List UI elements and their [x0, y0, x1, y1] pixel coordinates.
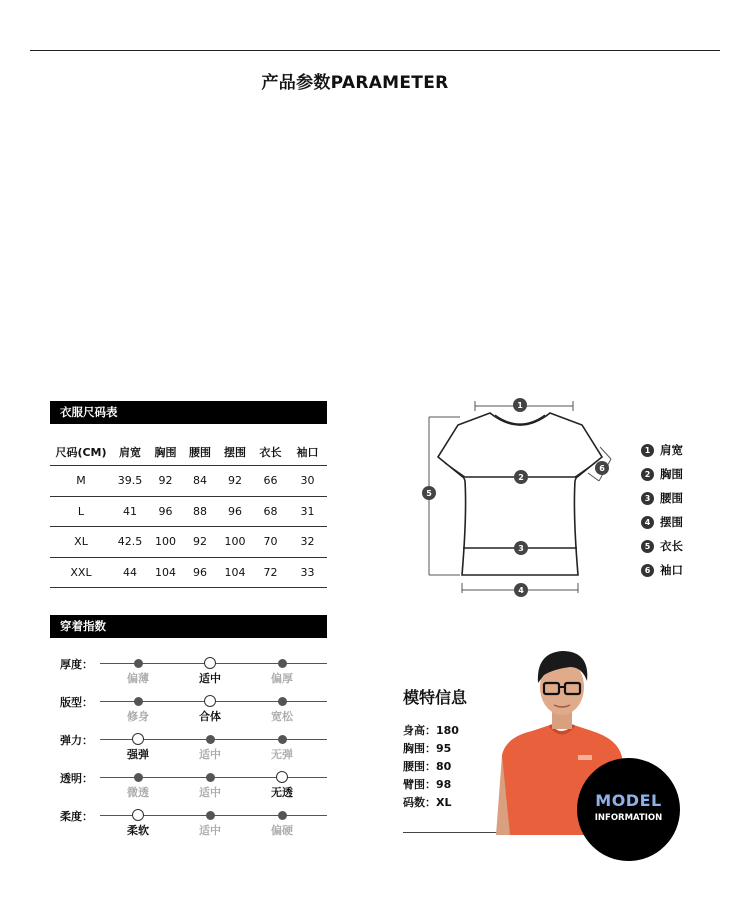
- wear-index-label: 弹力：: [60, 734, 93, 747]
- svg-text:1: 1: [517, 401, 523, 410]
- badge-information-text: INFORMATION: [594, 813, 663, 823]
- model-stat: 身高：180: [403, 724, 459, 737]
- size-value-cell: 96: [193, 565, 207, 579]
- svg-text:3: 3: [518, 544, 524, 553]
- size-column-header: 袖口: [296, 445, 319, 459]
- legend-label: 肩宽: [660, 443, 683, 457]
- wear-index-dot: [278, 659, 287, 668]
- legend-item: [641, 534, 683, 558]
- size-table-row: [50, 497, 327, 528]
- size-label-cell: L: [77, 504, 85, 518]
- size-column-header: 肩宽: [119, 445, 141, 459]
- size-column-header: 衣长: [259, 445, 282, 459]
- size-value-cell: 100: [155, 535, 176, 549]
- size-value-cell: 30: [300, 474, 315, 488]
- legend-label: 摆围: [660, 515, 683, 529]
- legend-label: 腰围: [660, 491, 683, 505]
- svg-text:5: 5: [426, 489, 432, 498]
- wear-index-option: 合体: [199, 710, 221, 723]
- wear-index-selected-dot: [132, 809, 144, 821]
- wear-index-dot: [206, 773, 215, 782]
- wear-index-row: [60, 772, 330, 810]
- wear-index-dot: [134, 659, 143, 668]
- wear-index-option: 适中: [199, 824, 221, 837]
- diagram-legend: [641, 438, 683, 582]
- wear-index-label: 柔度：: [60, 810, 93, 823]
- size-value-cell: 39.5: [117, 474, 143, 488]
- size-value-cell: 31: [300, 504, 315, 518]
- size-table-header: [50, 438, 327, 466]
- legend-number-badge: 6: [641, 564, 654, 577]
- size-value-cell: 68: [263, 504, 278, 518]
- model-stats: [403, 722, 459, 812]
- wear-index-row: [60, 734, 330, 772]
- legend-label: 衣长: [660, 539, 683, 553]
- size-table: [50, 438, 327, 588]
- size-table-row: [50, 558, 327, 589]
- size-value-cell: 104: [224, 565, 246, 579]
- top-divider: [30, 50, 720, 51]
- wear-index-label: 厚度：: [60, 658, 93, 671]
- wear-index-selected-dot: [204, 657, 216, 669]
- size-value-cell: 96: [158, 504, 173, 518]
- wear-index-dot: [206, 735, 215, 744]
- size-column-header: 胸围: [154, 445, 177, 459]
- wear-index-option: 偏硬: [271, 824, 293, 837]
- size-value-cell: 92: [228, 474, 242, 488]
- wear-index-selected-dot: [276, 771, 288, 783]
- wear-index-option: 柔软: [127, 824, 149, 837]
- model-stat: 腰围：80: [403, 760, 452, 773]
- model-stat: 臂围：98: [403, 778, 452, 791]
- tshirt-diagram: [415, 395, 615, 604]
- size-value-cell: 92: [193, 535, 207, 549]
- wear-index-option: 适中: [199, 748, 221, 761]
- size-value-cell: 70: [263, 535, 278, 549]
- size-label-cell: M: [76, 474, 86, 488]
- size-value-cell: 32: [300, 535, 315, 549]
- legend-label: 胸围: [660, 467, 683, 481]
- wear-index-dot: [206, 811, 215, 820]
- wear-index-option: 强弹: [127, 748, 149, 761]
- legend-number-badge: 5: [641, 540, 654, 553]
- wear-index-option: 宽松: [271, 710, 293, 723]
- svg-text:6: 6: [599, 464, 605, 473]
- wear-index-dot: [134, 697, 143, 706]
- legend-number-badge: 1: [641, 444, 654, 457]
- wear-index-option: 偏薄: [127, 672, 149, 685]
- size-column-header: 尺码(CM): [55, 445, 107, 459]
- size-value-cell: 44: [123, 565, 137, 579]
- legend-item: [641, 558, 683, 582]
- legend-item: [641, 510, 683, 534]
- legend-number-badge: 4: [641, 516, 654, 529]
- size-value-cell: 96: [228, 504, 242, 518]
- wear-index-option: 适中: [199, 672, 221, 685]
- size-value-cell: 104: [155, 565, 176, 579]
- wear-index-option: 修身: [127, 710, 149, 723]
- size-chart-heading: 衣服尺码表: [50, 401, 327, 424]
- model-information-badge: [577, 758, 680, 861]
- legend-number-badge: 2: [641, 468, 654, 481]
- wear-index-label: 透明：: [60, 772, 93, 785]
- wear-index-dot: [278, 735, 287, 744]
- wear-index-label: 版型：: [60, 696, 93, 709]
- size-label-cell: XL: [74, 535, 88, 549]
- size-value-cell: 66: [263, 474, 278, 488]
- size-value-cell: 33: [300, 565, 315, 579]
- size-value-cell: 100: [224, 535, 246, 549]
- wear-index-dot: [278, 811, 287, 820]
- size-value-cell: 42.5: [117, 535, 143, 549]
- wear-index-heading: 穿着指数: [50, 615, 327, 638]
- model-info-heading: 模特信息: [403, 688, 468, 707]
- wear-index-option: 适中: [199, 786, 221, 799]
- wear-index-dot: [278, 697, 287, 706]
- size-table-row: [50, 466, 327, 497]
- size-column-header: 摆围: [224, 445, 246, 459]
- model-stat: 码数：XL: [403, 796, 452, 809]
- wear-index-option: 偏厚: [271, 672, 293, 685]
- legend-item: [641, 438, 683, 462]
- wear-index-row: [60, 696, 330, 734]
- size-value-cell: 84: [193, 474, 207, 488]
- wear-index-selected-dot: [132, 733, 144, 745]
- size-value-cell: 92: [158, 474, 173, 488]
- wear-index-row: [60, 658, 330, 696]
- wear-index-selected-dot: [204, 695, 216, 707]
- legend-number-badge: 3: [641, 492, 654, 505]
- size-value-cell: 41: [123, 504, 137, 518]
- wear-index-dot: [134, 773, 143, 782]
- svg-text:2: 2: [518, 473, 524, 482]
- wear-index-option: 微透: [127, 786, 149, 799]
- wear-index-option: 无透: [271, 786, 293, 799]
- badge-model-text: MODEL: [595, 791, 662, 810]
- legend-label: 袖口: [660, 563, 683, 577]
- legend-item: [641, 462, 683, 486]
- size-label-cell: XXL: [70, 565, 92, 579]
- wear-index-option: 无弹: [271, 748, 293, 761]
- size-table-row: [50, 527, 327, 558]
- size-column-header: 腰围: [189, 445, 211, 459]
- wear-index-row: [60, 810, 330, 848]
- model-stat: 胸围：95: [403, 742, 452, 755]
- svg-text:4: 4: [518, 586, 524, 595]
- size-value-cell: 72: [263, 565, 278, 579]
- page-title: 产品参数PARAMETER: [261, 73, 449, 93]
- legend-item: [641, 486, 683, 510]
- size-value-cell: 88: [193, 504, 207, 518]
